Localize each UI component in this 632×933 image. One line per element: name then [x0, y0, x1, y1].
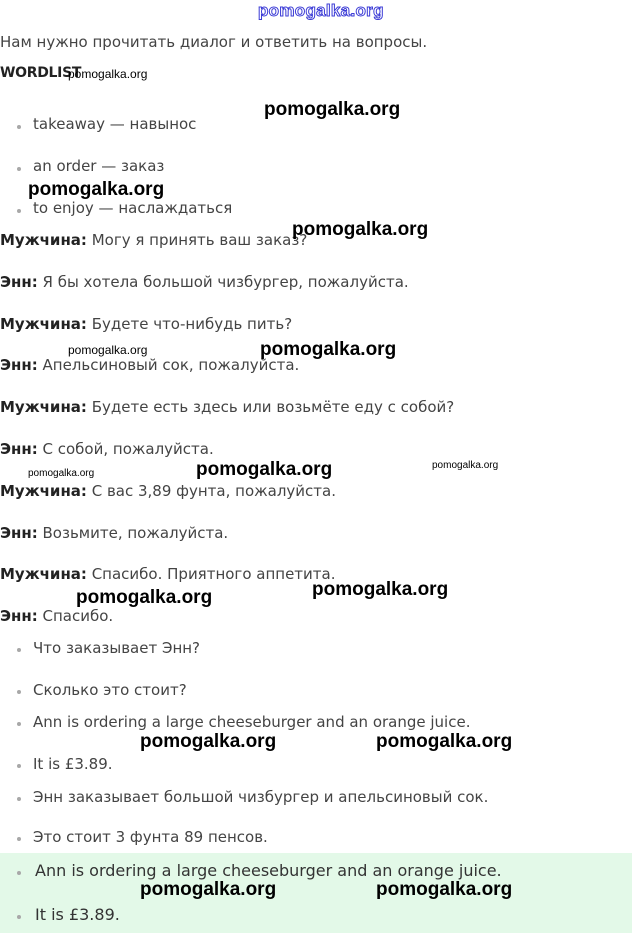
intro-text: Нам нужно прочитать диалог и ответить на вопросы.	[0, 33, 428, 51]
bullet	[17, 167, 21, 171]
watermark: pomogalka.org	[68, 67, 148, 81]
wordlist-item: takeaway — навынос	[33, 115, 197, 133]
question-item: Что заказывает Энн?	[33, 639, 201, 657]
watermark: pomogalka.org	[28, 468, 95, 479]
dialog-line: Мужчина: Могу я принять ваш заказ?	[0, 231, 308, 249]
bullet	[17, 837, 21, 841]
bullet	[17, 764, 21, 768]
dialog-line: Энн: Апельсиновый сок, пожалуйста.	[0, 356, 300, 374]
bullet	[17, 915, 21, 919]
bullet	[17, 722, 21, 726]
bullet	[17, 648, 21, 652]
dialog-line: Энн: Я бы хотела большой чизбургер, пожалуйста.	[0, 273, 409, 291]
watermark: pomogalka.org	[260, 339, 397, 360]
watermark: pomogalka.org	[432, 460, 499, 471]
watermark: pomogalka.org	[68, 343, 148, 357]
dialog-line: Мужчина: Будете есть здесь или возьмёте еду с собой?	[0, 398, 455, 416]
bullet	[17, 871, 21, 875]
watermark: pomogalka.org	[312, 579, 449, 600]
bullet	[17, 690, 21, 694]
question-item: Сколько это стоит?	[33, 681, 187, 699]
dialog-line: Мужчина: Спасибо. Приятного аппетита.	[0, 565, 336, 583]
watermark-top: pomogalka.org	[258, 1, 384, 20]
highlighted-answer: It is £3.89.	[35, 905, 120, 924]
answer-item: Это стоит 3 фунта 89 пенсов.	[33, 828, 268, 846]
dialog-line: Мужчина: Будете что-нибудь пить?	[0, 315, 293, 333]
watermark: pomogalka.org	[76, 587, 213, 608]
bullet	[17, 797, 21, 801]
watermark: pomogalka.org	[140, 879, 277, 900]
dialog-line: Энн: Возьмите, пожалуйста.	[0, 524, 229, 542]
watermark: pomogalka.org	[196, 459, 333, 480]
dialog-line: Энн: Спасибо.	[0, 607, 114, 625]
bullet	[17, 209, 21, 213]
answer-item: Ann is ordering a large cheeseburger and an orange juice.	[33, 713, 471, 731]
watermark: pomogalka.org	[376, 731, 513, 752]
watermark: pomogalka.org	[140, 731, 277, 752]
watermark: pomogalka.org	[376, 879, 513, 900]
watermark: pomogalka.org	[292, 219, 429, 240]
wordlist-item: an order — заказ	[33, 157, 165, 175]
answer-item: It is £3.89.	[33, 755, 113, 773]
dialog-line: Мужчина: С вас 3,89 фунта, пожалуйста.	[0, 482, 336, 500]
watermark: pomogalka.org	[28, 179, 165, 200]
dialog-line: Энн: С собой, пожалуйста.	[0, 440, 214, 458]
answer-item: Энн заказывает большой чизбургер и апельсиновый сок.	[33, 788, 489, 806]
bullet	[17, 125, 21, 129]
wordlist-title: WORDLIST	[0, 65, 82, 81]
wordlist-item: to enjoy — наслаждаться	[33, 199, 233, 217]
watermark: pomogalka.org	[264, 99, 401, 120]
highlighted-answer: Ann is ordering a large cheeseburger and an orange juice.	[35, 861, 502, 880]
